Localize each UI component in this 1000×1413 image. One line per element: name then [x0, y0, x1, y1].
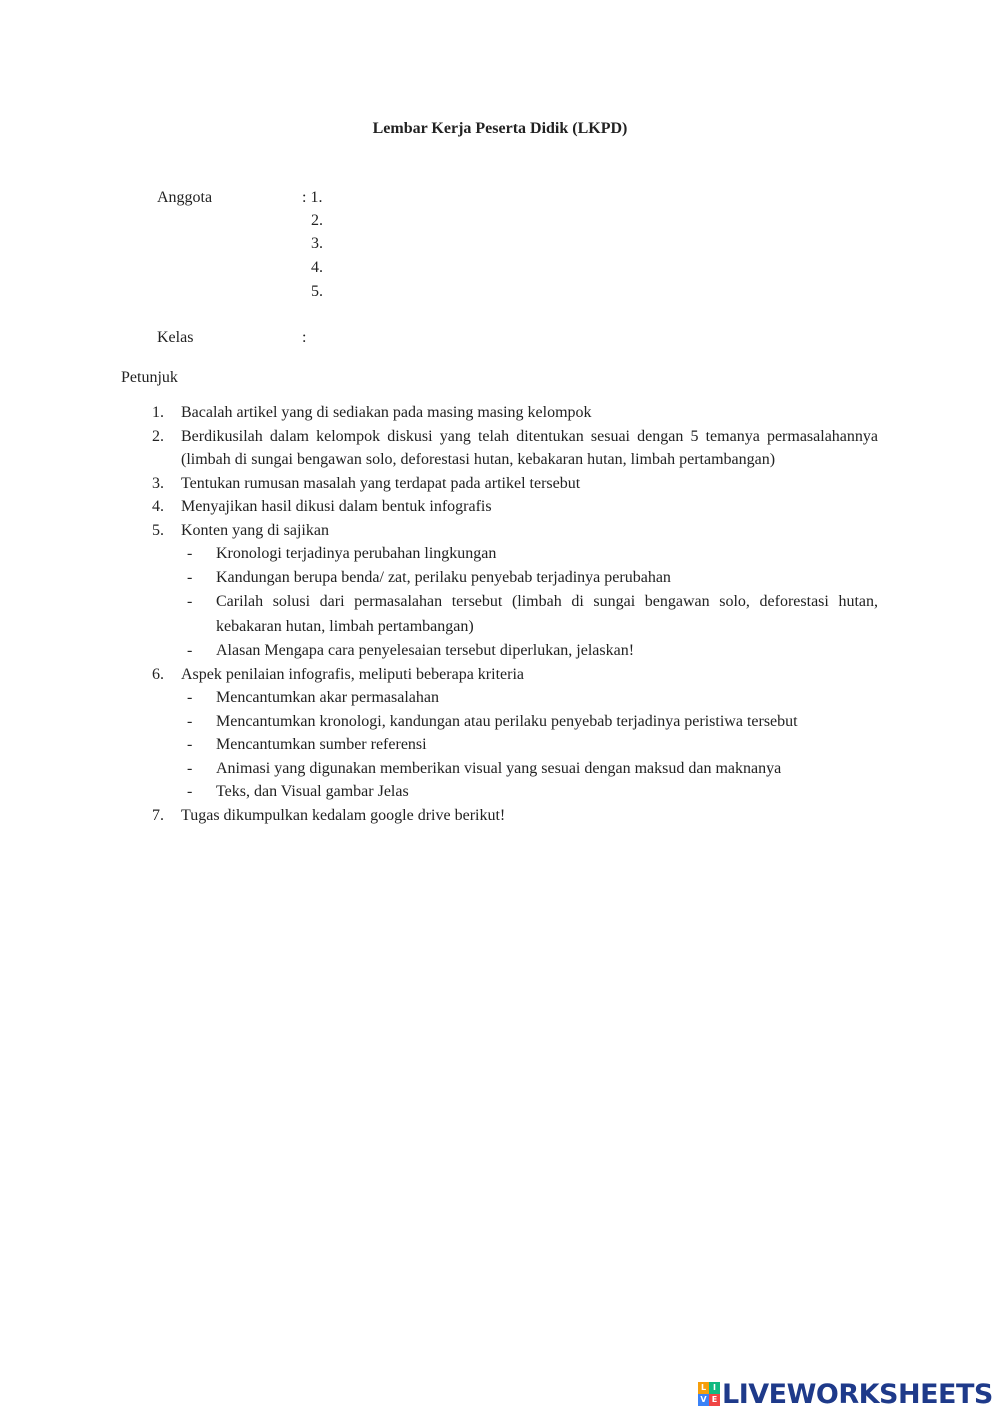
list-text: Bacalah artikel yang di sediakan pada masing masing kelompok: [181, 404, 592, 421]
anggota-number-5: 5.: [311, 283, 323, 300]
dash-bullet: -: [187, 712, 193, 730]
sub-list: [181, 542, 878, 663]
kelas-colon: :: [302, 329, 307, 346]
list-number: 2.: [152, 427, 164, 445]
dash-bullet: -: [187, 642, 193, 659]
sub-list-text: Teks, dan Visual gambar Jelas: [216, 783, 409, 800]
anggota-number-2: 2.: [311, 212, 323, 229]
anggota-label: Anggota: [157, 189, 213, 206]
instruction-list: [152, 401, 878, 827]
sub-list: [181, 686, 878, 804]
list-text: Aspek penilaian infografis, meliputi beberapa kriteria: [181, 665, 524, 683]
list-item: [152, 663, 878, 804]
anggota-number-3: 3.: [311, 235, 323, 252]
sub-list-item: [181, 589, 878, 639]
dash-bullet: -: [187, 759, 193, 777]
list-text: Tentukan rumusan masalah yang terdapat pada artikel tersebut: [181, 474, 581, 492]
dash-bullet: -: [187, 545, 193, 562]
logo-letter: E: [709, 1394, 720, 1406]
logo-letter: V: [698, 1394, 709, 1406]
anggota-number-4: 4.: [311, 259, 323, 276]
page-title: Lembar Kerja Peserta Didik (LKPD): [372, 120, 628, 137]
dash-bullet: -: [187, 568, 193, 586]
list-item: [152, 804, 878, 828]
list-number: 3.: [152, 474, 164, 492]
petunjuk-heading: Petunjuk: [121, 369, 178, 386]
list-item: [152, 401, 878, 425]
list-item: [152, 472, 878, 496]
logo-text: LIVEWORKSHEETS: [722, 1378, 993, 1410]
sub-list-item: [181, 780, 878, 804]
sub-list-item: [181, 542, 878, 566]
sub-list-text: Kronologi terjadinya perubahan lingkungan: [216, 545, 497, 562]
list-text: Konten yang di sajikan: [181, 521, 329, 539]
logo-letter: I: [709, 1382, 720, 1394]
list-item: [152, 425, 878, 472]
sub-list-item: [181, 757, 878, 781]
dash-bullet: -: [187, 689, 193, 706]
dash-bullet: -: [187, 783, 193, 800]
list-number: 4.: [152, 498, 164, 515]
list-item: [152, 495, 878, 519]
list-number: 7.: [152, 806, 164, 824]
sub-list-text: Mencantumkan sumber referensi: [216, 736, 427, 753]
sub-list-text: Animasi yang digunakan memberikan visual yang sesuai dengan maksud dan maknanya: [216, 759, 782, 777]
sub-list-item: [181, 733, 878, 757]
list-item: [152, 519, 878, 663]
sub-list-item: [181, 639, 878, 663]
list-number: 1.: [152, 404, 164, 421]
sub-list-item: [181, 710, 878, 734]
anggota-number-1: : 1.: [302, 189, 323, 206]
list-text: Menyajikan hasil dikusi dalam bentuk infografis: [181, 498, 492, 515]
list-text: Tugas dikumpulkan kedalam google drive berikut!: [181, 806, 506, 824]
sub-list-text: Mencantumkan kronologi, kandungan atau perilaku penyebab terjadinya peristiwa tersebut: [216, 712, 798, 730]
list-number: 5.: [152, 521, 164, 539]
logo-letter: L: [698, 1382, 709, 1394]
dash-bullet: -: [187, 593, 193, 610]
sub-list-text: Mencantumkan akar permasalahan: [216, 689, 440, 706]
liveworksheets-logo: [698, 1380, 993, 1408]
logo-blocks-icon: [698, 1382, 720, 1406]
sub-list-item: [181, 566, 878, 590]
sub-list-text: Kandungan berupa benda/ zat, perilaku penyebab terjadinya perubahan: [216, 568, 671, 586]
list-text: Berdikusilah dalam kelompok diskusi yang telah ditentukan sesuai dengan 5 temanya permasalahannya (limbah di sungai bengawan solo, deforestasi hutan, kebakaran hutan, limbah pertambangan): [181, 427, 878, 468]
list-number: 6.: [152, 665, 164, 683]
sub-list-text: Carilah solusi dari permasalahan tersebut (limbah di sungai bengawan solo, deforestasi hutan, kebakaran hutan, limbah pertambangan): [216, 593, 878, 635]
kelas-label: Kelas: [157, 329, 194, 346]
dash-bullet: -: [187, 736, 193, 753]
sub-list-item: [181, 686, 878, 710]
sub-list-text: Alasan Mengapa cara penyelesaian tersebut diperlukan, jelaskan!: [216, 642, 635, 659]
